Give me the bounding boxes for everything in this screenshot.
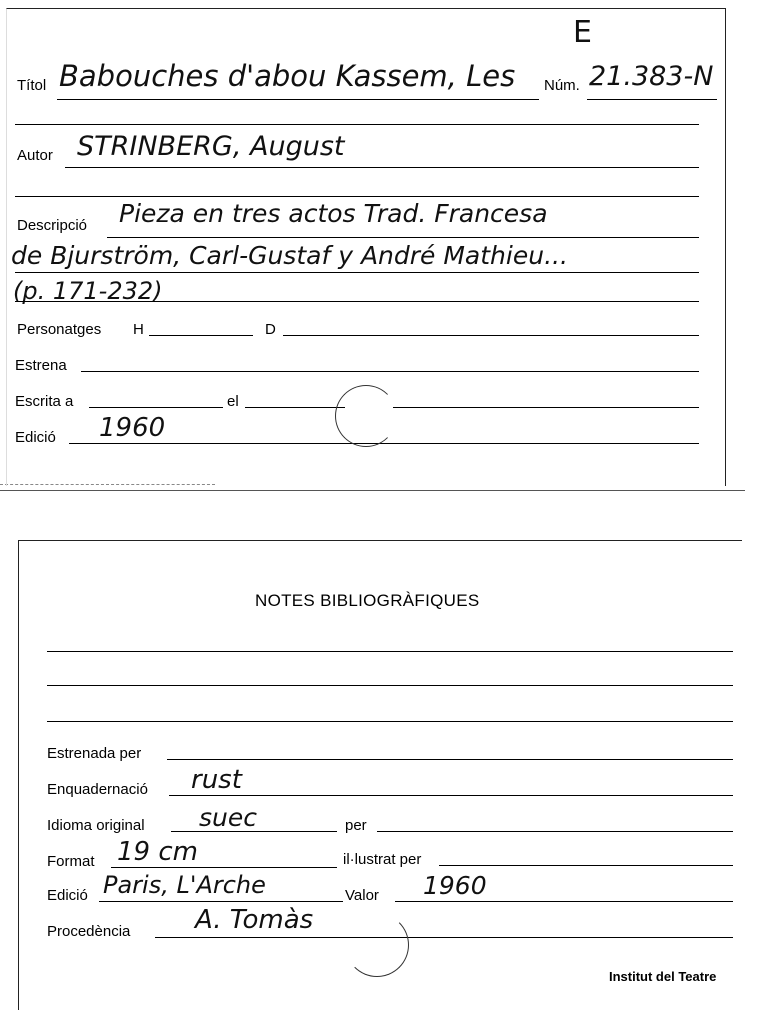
num-label: Núm.	[544, 77, 580, 94]
punch-hole-mark	[335, 385, 397, 447]
descripcio-rule-3	[15, 301, 699, 302]
valor-line	[395, 901, 733, 902]
corner-mark: E	[573, 15, 592, 50]
titol-value: Babouches d'abou Kassem, Les	[59, 59, 516, 93]
edicio2-label: Edició	[47, 887, 88, 904]
descripcio-label: Descripció	[17, 217, 88, 234]
idioma-value: suec	[199, 803, 257, 832]
procedencia-label: Procedència	[47, 923, 131, 940]
personatges-h-line	[149, 335, 253, 336]
procedencia-line	[155, 937, 733, 938]
format-label: Format	[47, 853, 95, 870]
punch-hole-mark	[345, 913, 409, 977]
descripcio-rule-1	[107, 237, 699, 238]
descripcio-line-1: Pieza en tres actos Trad. Francesa	[119, 199, 548, 228]
catalog-card-back	[18, 540, 742, 1010]
idioma-per-line	[377, 831, 733, 832]
notes-line-3	[47, 721, 733, 722]
valor-value: 1960	[423, 871, 487, 900]
descripcio-line-3: (p. 171-232)	[13, 277, 163, 305]
personatges-d-line	[283, 335, 699, 336]
format-line	[111, 867, 337, 868]
enquadernacio-value: rust	[191, 765, 242, 795]
num-line	[587, 99, 717, 100]
valor-label: Valor	[345, 887, 379, 904]
descripcio-rule-2	[15, 272, 699, 273]
estrena-label: Estrena	[15, 357, 67, 374]
escrita-line	[89, 407, 223, 408]
autor-value: STRINBERG, August	[77, 131, 345, 162]
rule-line	[15, 124, 699, 125]
institution-footer: Institut del Teatre	[609, 969, 717, 984]
illustrat-line	[439, 865, 733, 866]
escrita-el-line	[245, 407, 345, 408]
notes-line-2	[47, 685, 733, 686]
page-separator	[0, 490, 745, 491]
personatges-h-label: H	[133, 321, 144, 338]
personatges-label: Personatges	[17, 321, 102, 338]
personatges-d-label: D	[265, 321, 276, 338]
estrenada-label: Estrenada per	[47, 745, 142, 762]
idioma-per-label: per	[345, 817, 367, 834]
escrita-el-label: el	[227, 393, 239, 410]
edicio2-line	[99, 901, 343, 902]
escrita-label: Escrita a	[15, 393, 74, 410]
notes-line-1	[47, 651, 733, 652]
enquadernacio-label: Enquadernació	[47, 781, 148, 798]
titol-label: Títol	[17, 77, 47, 94]
estrena-line	[81, 371, 699, 372]
illustrat-label: il·lustrat per	[343, 851, 422, 868]
escrita-el-line-2	[393, 407, 699, 408]
num-value: 21.383-N	[589, 61, 714, 92]
notes-heading: NOTES BIBLIOGRÀFIQUES	[255, 591, 480, 610]
enquadernacio-line	[169, 795, 733, 796]
catalog-card-front	[6, 8, 726, 486]
edicio-line	[69, 443, 699, 444]
edicio-label: Edició	[15, 429, 56, 446]
idioma-label: Idioma original	[47, 817, 145, 834]
autor-line	[65, 167, 699, 168]
procedencia-value: A. Tomàs	[195, 905, 314, 935]
idioma-line	[171, 831, 337, 832]
format-value: 19 cm	[117, 837, 198, 867]
autor-label: Autor	[17, 147, 53, 164]
descripcio-line-2: de Bjurström, Carl-Gustaf y André Mathieu...	[11, 241, 568, 270]
edicio2-value: Paris, L'Arche	[103, 871, 266, 899]
titol-line	[57, 99, 539, 100]
estrenada-line	[167, 759, 733, 760]
rule-line	[15, 196, 699, 197]
edicio-value: 1960	[99, 413, 166, 443]
